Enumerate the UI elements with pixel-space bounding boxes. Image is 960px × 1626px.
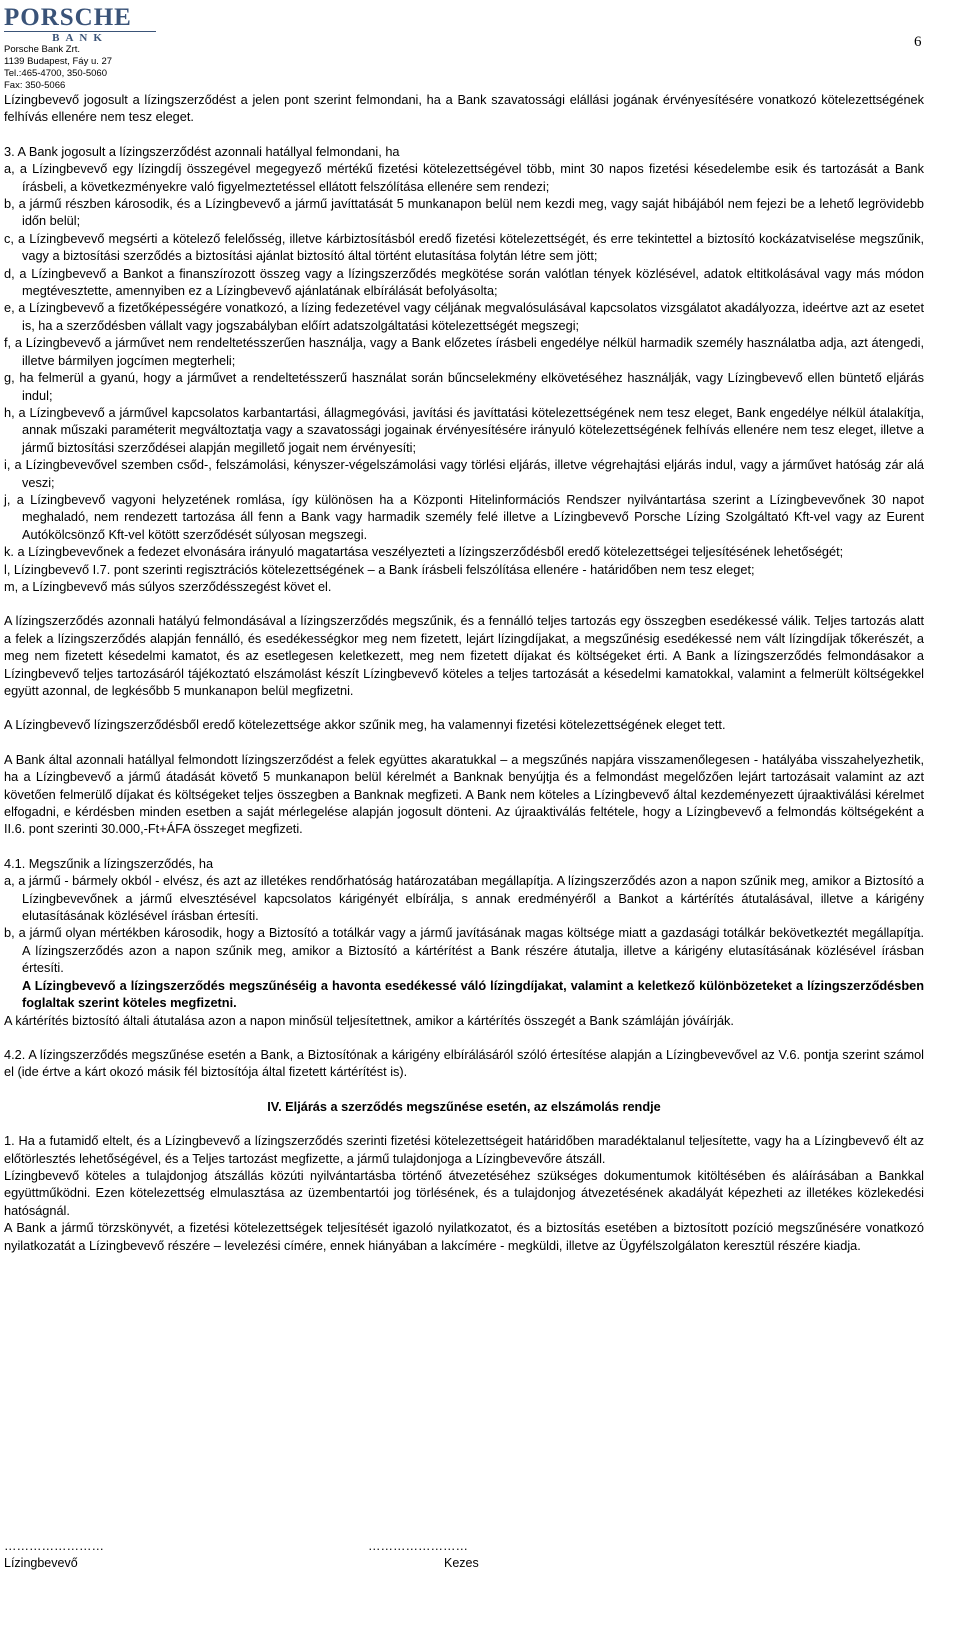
list-item: d, a Lízingbevevő a Bankot a finanszírozott összeg vagy a lízingszerződés megkötése során valótlan tények közlésével, adatok eltitkolásával vagy más módon megtévesztette, amennyiben ez a Lízingbevevő ajánlatának elbírálását befolyásolta; (4, 265, 924, 299)
section-heading: 3. A Bank jogosult a lízingszerződést azonnali hatállyal felmondani, ha (4, 143, 400, 159)
signature-label: Kezes (444, 1556, 479, 1570)
list-item: e, a Lízingbevevő a fizetőképességére vonatkozó, a lízing fedezetével vagy céljának megvalósulásával kapcsolatos vizsgálatot akadályozza, ideértve azt az esetet is, ha a szerződésben vállalt vagy jogszabályban előírt adatszolgáltatási kötelezettségét megszegi; (4, 300, 924, 333)
signature-label: Lízingbevevő (4, 1556, 78, 1570)
list-item: b, a jármű olyan mértékben károsodik, hogy a Biztosító a totálkár vagy a jármű javításának magas költsége miatt a gazdasági totálkár bekövetkeztét megállapítja. A lízingszerződés azon a napon szűnik meg, amikor a Biztosító a kártérítést a Bank részére átutalja, illetve a kárigény elutasításának közlésével írásban értesíti. (4, 925, 924, 976)
logo-word: PORSCHE (4, 4, 132, 31)
signature-kezes (368, 1538, 479, 1572)
address-line: Porsche Bank Zrt. (4, 44, 81, 55)
list-item: h, a Lízingbevevő a járművel kapcsolatos karbantartási, állagmegóvási, javítási és javíttatási kötelezettségének nem tesz eleget, Bank engedélye nélkül átalakítja, annak műszaki paraméterit megváltoztatja vagy a szavatossági jogainak érvényesítésére irányuló kötelezettségének felhívás ellenére nem tesz eleget, illetve a jármű biztosítási szerződései alapján megillető jogait nem érvényesíti; (4, 404, 924, 455)
paragraph: A Bank a jármű törzskönyvét, a fizetési kötelezettségek teljesítését igazoló nyilatkozatot, és a biztosítás esetében a biztosított pozíció megszűnésére vonatkozó nyilatkozatát a Lízingbevevő részére – levelezési címére, ennek hiányában a lakcímére - megküldi, illetve az Ügyfélszolgálaton keresztül részére kiadja. (4, 1220, 924, 1253)
chapter-title: IV. Eljárás a szerződés megszűnése esetén, az elszámolás rendje (267, 1098, 661, 1114)
signature-dots: …………………… (4, 1539, 104, 1553)
list-item: k. a Lízingbevevőnek a fedezet elvonására irányuló magatartása veszélyezteti a lízingszerződésből eredő kötelezettségei teljesítésének lehetőségét; (4, 544, 844, 560)
list-item: i, a Lízingbevevővel szemben csőd-, felszámolási, kényszer-végelszámolási vagy törlési eljárás, illetve végrehajtási eljárás indul, vagy a járművet hatóság zár alá veszi; (4, 457, 924, 490)
list-item: f, a Lízingbevevő a járművet nem rendeltetésszerűen használja, vagy a Bank előzetes írásbeli engedélye nélkül harmadik személy használatba adja, azt átengedi, illetve bármilyen jogcímen megterheli; (4, 335, 924, 368)
address-line: 1139 Budapest, Fáy u. 27 (4, 56, 113, 67)
logo-sub: BANK (4, 31, 156, 44)
paragraph: A Lízingbevevő lízingszerződésből eredő kötelezettsége akkor szűnik meg, ha valamennyi fizetési kötelezettségének eleget tett. (4, 717, 726, 733)
paragraph: A Bank által azonnali hatállyal felmondott lízingszerződést a felek együttes akaratukkal – a megszűnés napjára visszamenőlegesen - hatályába visszahelyezhetik, ha a Lízingbevevő a jármű átadását követő 5 munkanapon belül kérelmét a Banknak benyújtja és a felmondást megelőzően lejárt tartozásait valamint az azt követően felmerülő díjakat és költségeket teljes összegben a Banknak megfizeti. A Bank nem köteles a Lízingbevevő által kezdeményezett újraaktiválási kérelmet elfogadni, e kérdésben minden esetben a saját mérlegelése alapján jogosult dönteni. Az újraaktiválás feltétele, hogy a Lízingbevevő a felmondás költségeként a II.6. pont szerinti 30.000,-Ft+ÁFA összeget megfizeti. (4, 751, 924, 837)
list-item: b, a jármű részben károsodik, és a Lízingbevevő a jármű javíttatását 5 munkanapon belül nem kezdi meg, vagy saját hibájából nem fejezi be a lehető legrövidebb időn belül; (4, 196, 924, 229)
list-item: a, a jármű - bármely okból - elvész, és azt az illetékes rendőrhatóság határozatában megállapítja. A lízingszerződés azon a napon szűnik meg, amikor a Biztosító a Lízingbevevőnek a jármű elvesztésével kapcsolatos kárigényét elbírálja, s annak eredményéről a Bankot a kártérítés átutalásával, illetve a kárigény elutasításának közlésével írásban értesíti. (4, 873, 924, 924)
list-item: c, a Lízingbevevő megsérti a kötelező felelősség, illetve kárbiztosításból eredő fizetési kötelezettségét, és erre tekintettel a biztosító kockázatviselése megszűnik, vagy a biztosítási szerződés a biztosítási ajánlat biztosító által történt elutasítása folytán létre sem jött; (4, 230, 924, 264)
document-body (4, 91, 924, 1254)
list-item: g, ha felmerül a gyanú, hogy a járművet a rendeltetésszerű használat során bűncselekmény elkövetéséhez használják, vagy Lízingbevevő ellen büntető eljárás indul; (4, 370, 924, 403)
paragraph: Lízingbevevő köteles a tulajdonjog átszállás közúti nyilvántartásba történő átvezetéséhez szükséges dokumentumok kitöltésében és aláírásában a Bankkal együttműködni. Ezen kötelezettség elmulasztása az üzembentartói jog törlésének, és a tulajdonjog átvezetésének akadályát képezheti az illetékes közlekedési hatóságnál. (4, 1167, 924, 1218)
address-line: Tel.:465-4700, 350-5060 (4, 68, 107, 79)
paragraph: 1. Ha a futamidő eltelt, és a Lízingbevevő a lízingszerződés szerinti fizetési kötelezettségeit határidőben maradéktalanul teljesítette, vagy ha a Lízingbevevő élt az előtörlesztés lehetőségével, és a Teljes tartozást megfizette, a jármű tulajdonjoga a Lízingbevevőre átszáll. (4, 1133, 924, 1166)
paragraph: A lízingszerződés azonnali hatályú felmondásával a lízingszerződés megszűnik, és a fennálló teljes tartozás egy összegben esedékessé válik. Teljes tartozás alatt a felek a lízingszerződés alapján fennálló, és esedékességkor meg nem fizetett, lejárt lízingdíjakat, a megszűnésig esedékessé nem vált lízingdíjak tőkerészét, a meg nem fizetett késedelmi kamatot, és az esetlegesen keletkezett, meg nem fizetett díjakat és költségeket érti. A Bank a lízingszerződés felmondásakor a Lízingbevevő teljes tartozásáról tájékoztató elszámolást készít Lízingbevevő köteles a teljes tartozását a késedelmi kamatokkal, valamint a felmerült költségekkel együtt azonnal, de legkésőbb 5 munkanapon belül megfizetni. (4, 613, 924, 698)
list-item: j, a Lízingbevevő vagyoni helyzetének romlása, így különösen ha a Központi Hitelinformációs Rendszer nyilvántartása szerint a Lízingbevevőnek 30 napot meghaladó, nem rendezett tartozása áll fenn a Bank vagy harmadik személy felé illetve a Lízingbevevő Porsche Lízing Szolgáltató Kft-vel vagy az Eurent Autókölcsönző Kft-vel kötött szerződését súlyosan megszegi. (4, 491, 924, 542)
signature-dots: …………………… (368, 1539, 468, 1553)
paragraph: A kártérítés biztosító általi átutalása azon a napon minősül teljesítettnek, amikor a kártérítés összegét a Bank számláján jóváírják. (4, 1012, 734, 1028)
section-heading: 4.1. Megszűnik a lízingszerződés, ha (4, 855, 214, 871)
porsche-bank-logo (4, 6, 164, 44)
paragraph: 4.2. A lízingszerződés megszűnése esetén a Bank, a Biztosítónak a kárigény elbírálásáról szóló értesítése alapján a Lízingbevevővel az V.6. pontja szerint számol el (ide értve a kárt okozó másik fél biztosítója által fizetett kártérítést is). (4, 1046, 924, 1080)
company-address (4, 44, 112, 92)
paragraph: Lízingbevevő jogosult a lízingszerződést a jelen pont szerint felmondani, ha a Bank szavatossági elállási jogának érvényesítésére vonatkozó kötelezettségének felhívás ellenére nem tesz eleget. (4, 92, 924, 125)
page-number: 6 (914, 34, 922, 50)
bold-paragraph: A Lízingbevevő a lízingszerződés megszűnéséig a havonta esedékessé váló lízingdíjakat, valamint a keletkező különbözeteket a lízingszerződésben foglaltak szerint köteles megfizetni. (22, 977, 924, 1011)
list-item: l, Lízingbevevő I.7. pont szerinti regisztrációs kötelezettségének – a Bank írásbeli felszólítása ellenére - határidőben nem tesz eleget; (4, 561, 755, 577)
signature-lizingbevevo (4, 1538, 104, 1572)
address-line: Fax: 350-5066 (4, 80, 66, 91)
list-item: m, a Lízingbevevő más súlyos szerződésszegést követ el. (4, 578, 332, 594)
list-item: a, a Lízingbevevő egy lízingdíj összegével megegyező mértékű fizetési kötelezettségével több, mint 30 napos fizetési késedelembe esik és tartozását a Bank írásbeli, a következményekre való figyelmeztetéssel ellátott felszólítása ellenére sem rendezi; (4, 161, 924, 194)
